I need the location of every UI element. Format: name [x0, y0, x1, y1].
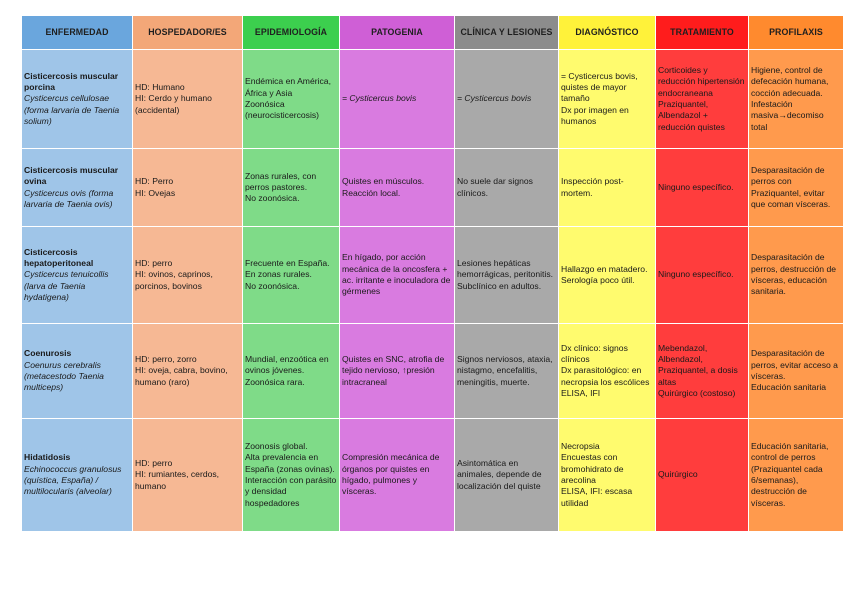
disease-name: Cisticercosis muscular ovina	[24, 164, 119, 187]
hosts-cell	[133, 50, 243, 149]
prophylaxis-cell	[749, 50, 844, 149]
epidemiology-cell	[243, 149, 340, 227]
clinical-cell	[455, 227, 559, 324]
diagnosis-cell	[559, 50, 656, 149]
hosts-cell	[133, 419, 243, 532]
host-line: HI: rumiantes, cerdos, humano	[135, 469, 220, 491]
pathogenesis-cell	[340, 419, 455, 532]
diag-line: Dx por imagen en humanos	[561, 104, 629, 126]
prof-line: Desparasitación de perros, evitar acceso a vísceras.	[751, 348, 838, 381]
host-line: HI: Ovejas	[135, 187, 176, 198]
header-clinica: CLÍNICA Y LESIONES	[455, 16, 559, 50]
host-line: HI: oveja, cabra, bovino, humano (raro)	[135, 365, 228, 387]
epi-line: Zoonosis global.	[245, 441, 308, 452]
table-row	[22, 149, 844, 227]
header-epidemiologia: EPIDEMIOLOGÍA	[243, 16, 340, 50]
header-hospedadores: HOSPEDADOR/ES	[133, 16, 243, 50]
treatment-cell	[656, 324, 749, 419]
parasitology-table	[21, 15, 844, 532]
pathogenesis-cell	[340, 149, 455, 227]
epi-line: Mundial, enzoótica en ovinos jóvenes.	[245, 354, 329, 376]
cli-line: Asintomática en animales, depende de localización del quiste	[457, 458, 542, 491]
prophylaxis-cell	[749, 227, 844, 324]
prophylaxis-cell	[749, 419, 844, 532]
prof-line: Infestación masiva→decomiso total	[751, 99, 824, 132]
header-profilaxis: PROFILAXIS	[749, 16, 844, 50]
cli-line: = Cysticercus bovis	[457, 93, 532, 104]
diag-line: ELISA, IFI	[561, 387, 601, 398]
prof-line: Educación sanitaria, control de perros (Praziquantel cada 6/semanas), destrucción de vísceras.	[751, 441, 829, 508]
pathogenesis-cell	[340, 50, 455, 149]
epidemiology-cell	[243, 419, 340, 532]
treatment-cell	[656, 419, 749, 532]
trat-line: Corticoides y reducción hipertensión endocraneana Praziquantel, Albendazol + reducción quistes	[658, 65, 745, 132]
diag-line: Hallazgo en matadero.	[561, 263, 648, 274]
diagnosis-cell	[559, 227, 656, 324]
trat-line: Mebendazol, Albendazol, Praziquantel, a dosis altas	[658, 342, 738, 387]
disease-scientific-name: Cysticercus ovis (forma larvaria de Taenia ovis)	[24, 187, 114, 209]
clinical-cell	[455, 324, 559, 419]
cli-line: Lesiones hepáticas hemorrágicas, peritonitis.	[457, 258, 554, 280]
pat-line: Quistes en músculos. Reacción local.	[342, 176, 425, 198]
epi-line: Endémica en América, África y Asia	[245, 76, 331, 98]
trat-line: Quirúrgico	[658, 469, 698, 480]
diag-line: Dx parasitológico: en necropsia los escólices	[561, 365, 650, 387]
header-enfermedad: ENFERMEDAD	[22, 16, 133, 50]
disease-scientific-name: Coenurus cerebralis (metacestodo Taenia multiceps)	[24, 359, 104, 393]
host-line: HD: perro	[135, 458, 173, 469]
hosts-cell	[133, 149, 243, 227]
diag-line: ELISA, IFI: escasa utilidad	[561, 486, 633, 508]
cli-line: No suele dar signos clínicos.	[457, 176, 533, 198]
diag-line: Serología poco útil.	[561, 275, 635, 285]
disease-scientific-name: Cysticercus cellulosae (forma larvaria de Taenia solium)	[24, 93, 120, 126]
pat-line: Compresión mecánica de órganos por quistes en hígado, pulmones y vísceras.	[342, 452, 440, 497]
diagnosis-cell	[559, 149, 656, 227]
epi-line: No zoonósica.	[245, 280, 300, 291]
cli-line: Subclínico en adultos.	[457, 280, 542, 291]
prof-line: Desparasitación de perros, destrucción de vísceras, educación sanitaria.	[751, 252, 837, 297]
clinical-cell	[455, 50, 559, 149]
prof-line: Desparasitación de perros con Praziquantel, evitar que coman vísceras.	[751, 164, 831, 209]
table-row	[22, 324, 844, 419]
hosts-cell	[133, 324, 243, 419]
diagnosis-cell	[559, 324, 656, 419]
clinical-cell	[455, 419, 559, 532]
header-tratamiento: TRATAMIENTO	[656, 16, 749, 50]
header-row	[22, 16, 844, 50]
epidemiology-cell	[243, 324, 340, 419]
epi-line: Zonas rurales, con perros pastores.	[245, 170, 317, 192]
prof-line: Educación sanitaria	[751, 382, 827, 393]
diagnosis-cell	[559, 419, 656, 532]
prophylaxis-cell	[749, 324, 844, 419]
disease-cell	[22, 227, 133, 324]
trat-line: Quirúrgico (costoso)	[658, 387, 736, 398]
cli-line: Signos nerviosos, ataxia, nistagmo, encefalitis, meningitis, muerte.	[457, 354, 553, 387]
diag-line: Necropsia	[561, 441, 600, 452]
host-line: HD: perro, zorro	[135, 354, 197, 365]
table-row	[22, 227, 844, 324]
prof-line: Higiene, control de defecación humana, cocción adecuada.	[751, 65, 829, 98]
epi-line: Alta prevalencia en España (zonas ovinas).	[245, 452, 335, 474]
pat-line: En hígado, por acción mecánica de la oncosfera + ac. irritante e inoculadora de gérmenes	[342, 252, 451, 297]
epi-line: Frecuente en España. En zonas rurales.	[245, 258, 330, 280]
host-line: HI: ovinos, caprinos, porcinos, bovinos	[135, 269, 213, 291]
disease-cell	[22, 50, 133, 149]
pathogenesis-cell	[340, 227, 455, 324]
treatment-cell	[656, 227, 749, 324]
disease-cell	[22, 324, 133, 419]
header-diagnostico: DIAGNÓSTICO	[559, 16, 656, 50]
header-patogenia: PATOGENIA	[340, 16, 455, 50]
treatment-cell	[656, 149, 749, 227]
diag-line: Encuestas con bromohidrato de arecolina	[561, 452, 624, 485]
clinical-cell	[455, 149, 559, 227]
disease-name: Hidatidosis	[24, 452, 71, 463]
hosts-cell	[133, 227, 243, 324]
disease-name: Cisticercosis muscular porcina	[24, 70, 119, 93]
host-line: HD: Perro	[135, 176, 174, 187]
epi-line: Zoonósica rara.	[245, 376, 305, 387]
table-row	[22, 50, 844, 149]
disease-cell	[22, 149, 133, 227]
disease-name: Cisticercosis hepatoperitoneal	[24, 246, 94, 269]
epi-line: No zoonósica.	[245, 193, 300, 204]
diag-line: Dx clínico: signos clínicos	[561, 342, 628, 365]
epi-line: Interacción con parásito y densidad hospedadores	[245, 475, 337, 508]
epidemiology-cell	[243, 227, 340, 324]
epi-line: Zoonósica (neurocisticercosis)	[245, 99, 320, 121]
trat-line: Ninguno específico.	[658, 269, 734, 280]
disease-scientific-name: Cysticercus tenuicollis (larva de Taenia hydatigena)	[24, 269, 109, 302]
disease-cell	[22, 419, 133, 532]
trat-line: Ninguno específico.	[658, 181, 734, 192]
diag-line: = Cysticercus bovis, quistes de mayor tamaño	[561, 70, 638, 104]
treatment-cell	[656, 50, 749, 149]
disease-name: Coenurosis	[24, 348, 72, 359]
epidemiology-cell	[243, 50, 340, 149]
prophylaxis-cell	[749, 149, 844, 227]
disease-scientific-name: Echinococcus granulosus (quística, España) / multilocularis (alveolar)	[24, 463, 122, 497]
table-row	[22, 419, 844, 532]
pat-line: = Cysticercus bovis	[342, 93, 417, 104]
host-line: HD: Humano	[135, 82, 185, 93]
host-line: HD: perro	[135, 258, 173, 269]
pat-line: Quistes en SNC, atrofia de tejido nervioso, ↑presión intracraneal	[342, 354, 445, 387]
diag-line: Inspección post-mortem.	[561, 176, 624, 198]
pathogenesis-cell	[340, 324, 455, 419]
host-line: HI: Cerdo y humano (accidental)	[135, 93, 212, 115]
